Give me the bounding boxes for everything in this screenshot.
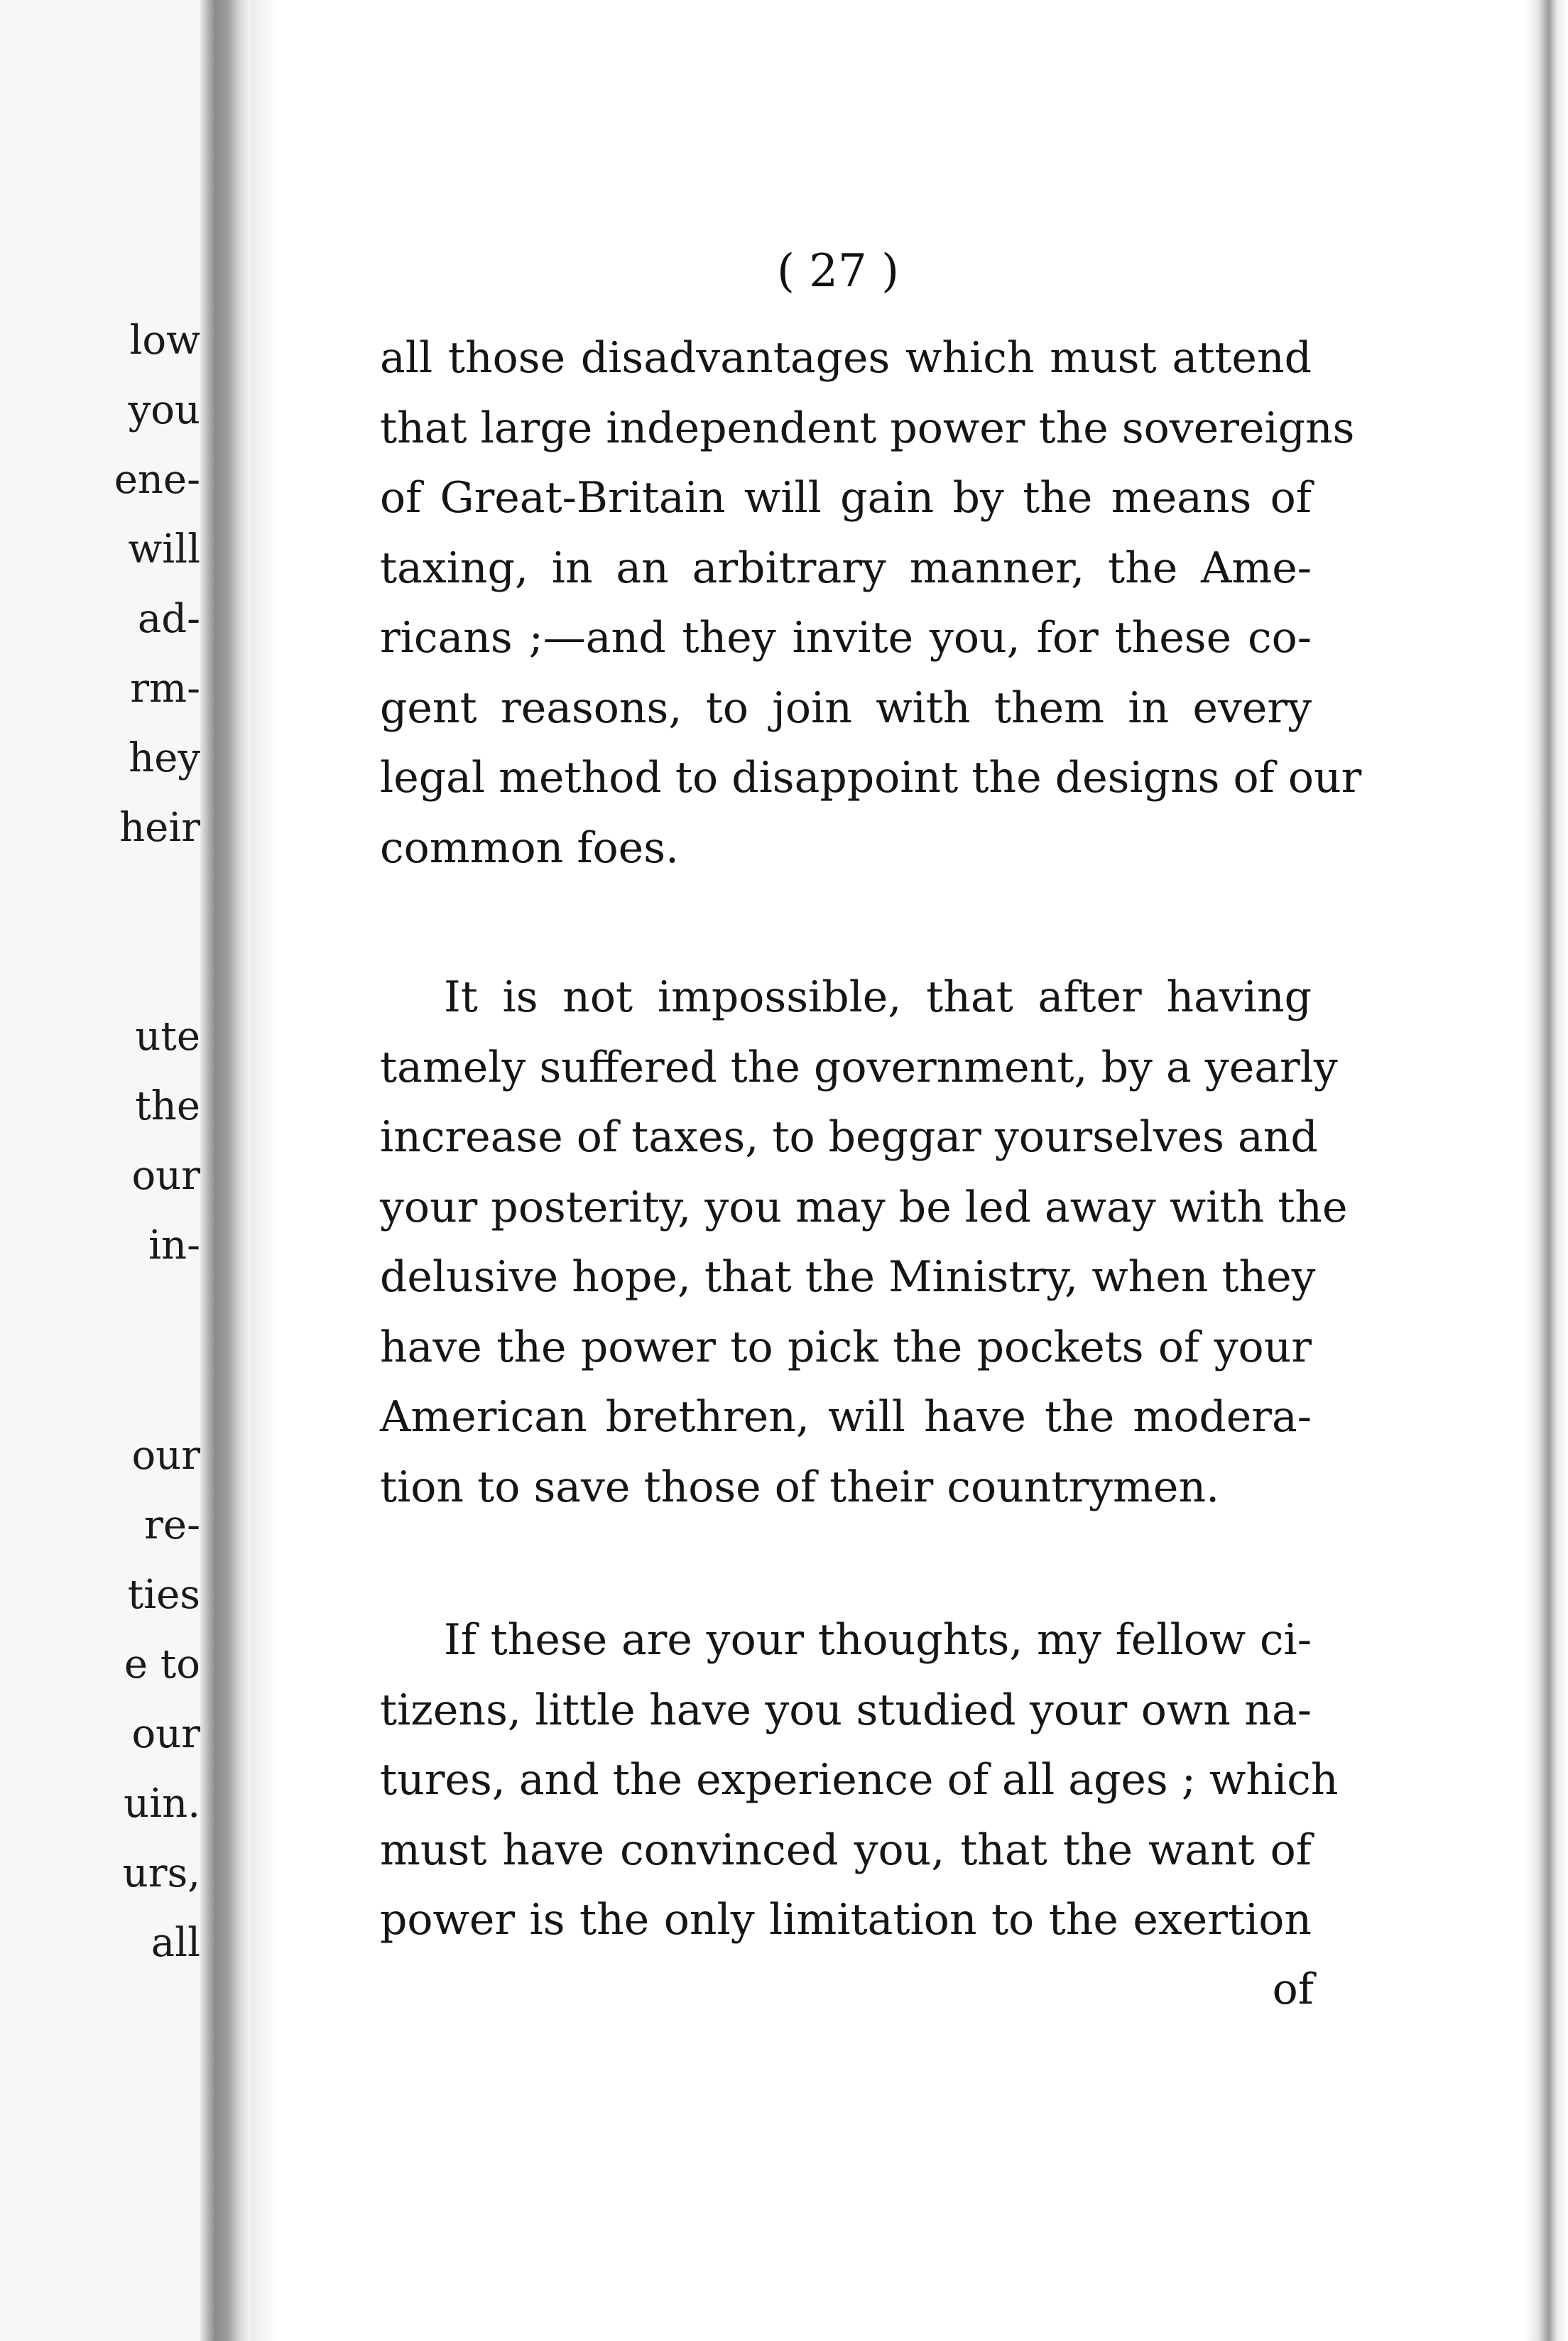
text-line: of Great-Britain will gain by the means of	[380, 473, 1312, 523]
text-line: increase of taxes, to beggar yourselves and	[380, 1112, 1318, 1162]
left-page-fragment: the	[135, 1083, 200, 1129]
text-line: gent reasons, to join with them in every	[380, 683, 1312, 733]
text-line: legal method to disappoint the designs of our	[380, 753, 1362, 803]
left-page-fragment: low	[129, 317, 200, 364]
paragraph-3	[380, 1605, 1339, 1955]
left-page-fragment: you	[128, 387, 200, 433]
left-page-fragment: ties	[127, 1572, 200, 1618]
left-page-fragment: re-	[144, 1502, 200, 1548]
left-page-fragment: our	[131, 1433, 200, 1479]
text-line: delusive hope, that the Ministry, when they	[380, 1252, 1316, 1302]
text-line: power is the only limitation to the exertion	[380, 1895, 1312, 1945]
left-page-fragment: ute	[135, 1014, 200, 1060]
left-page-fragment: uin.	[124, 1781, 200, 1827]
left-page-fragment: all	[151, 1920, 200, 1966]
left-page-fragment: our	[131, 1711, 200, 1757]
left-page-fragment: heir	[119, 805, 200, 851]
text-line: tamely suffered the government, by a yearly	[380, 1042, 1338, 1092]
left-page-fragment: in-	[148, 1222, 200, 1269]
left-facing-page	[0, 0, 213, 2341]
left-page-fragment: e to	[124, 1641, 200, 1688]
text-line: must have convinced you, that the want of	[380, 1825, 1312, 1875]
text-line: have the power to pick the pockets of your	[380, 1322, 1312, 1372]
left-page-fragment: ene-	[114, 457, 200, 503]
gutter-shadow	[250, 0, 278, 2341]
left-page-fragment: urs,	[122, 1850, 200, 1896]
left-page-fragment: our	[131, 1153, 200, 1199]
left-page-fragment: ad-	[137, 596, 200, 642]
text-line: If these are your thoughts, my fellow ci-	[444, 1615, 1312, 1665]
text-line: tion to save those of their countrymen.	[380, 1462, 1220, 1512]
text-line: tures, and the experience of all ages ; which	[380, 1755, 1339, 1805]
catchword: of	[1272, 1965, 1314, 2014]
page-edge	[1525, 0, 1568, 2341]
text-line: your posterity, you may be led away with the	[380, 1182, 1348, 1232]
text-line: tizens, little have you studied your own na-	[380, 1685, 1312, 1735]
left-page-fragment: rm-	[130, 666, 200, 712]
paragraph-2	[380, 962, 1348, 1522]
text-line: all those disadvantages which must attend	[380, 333, 1312, 383]
text-line: taxing, in an arbitrary manner, the Ame-	[380, 543, 1312, 593]
page-number: ( 27 )	[776, 245, 900, 298]
text-line: It is not impossible, that after having	[444, 972, 1312, 1022]
text-line: that large independent power the sovereigns	[380, 403, 1355, 453]
book-gutter	[200, 0, 250, 2341]
paragraph-1	[380, 323, 1362, 883]
text-line: common foes.	[380, 822, 680, 873]
left-page-fragment: hey	[129, 735, 200, 781]
text-line: American brethren, will have the modera-	[380, 1392, 1312, 1442]
text-line: ricans ;—and they invite you, for these co-	[380, 613, 1312, 663]
left-page-fragment: will	[128, 526, 200, 572]
